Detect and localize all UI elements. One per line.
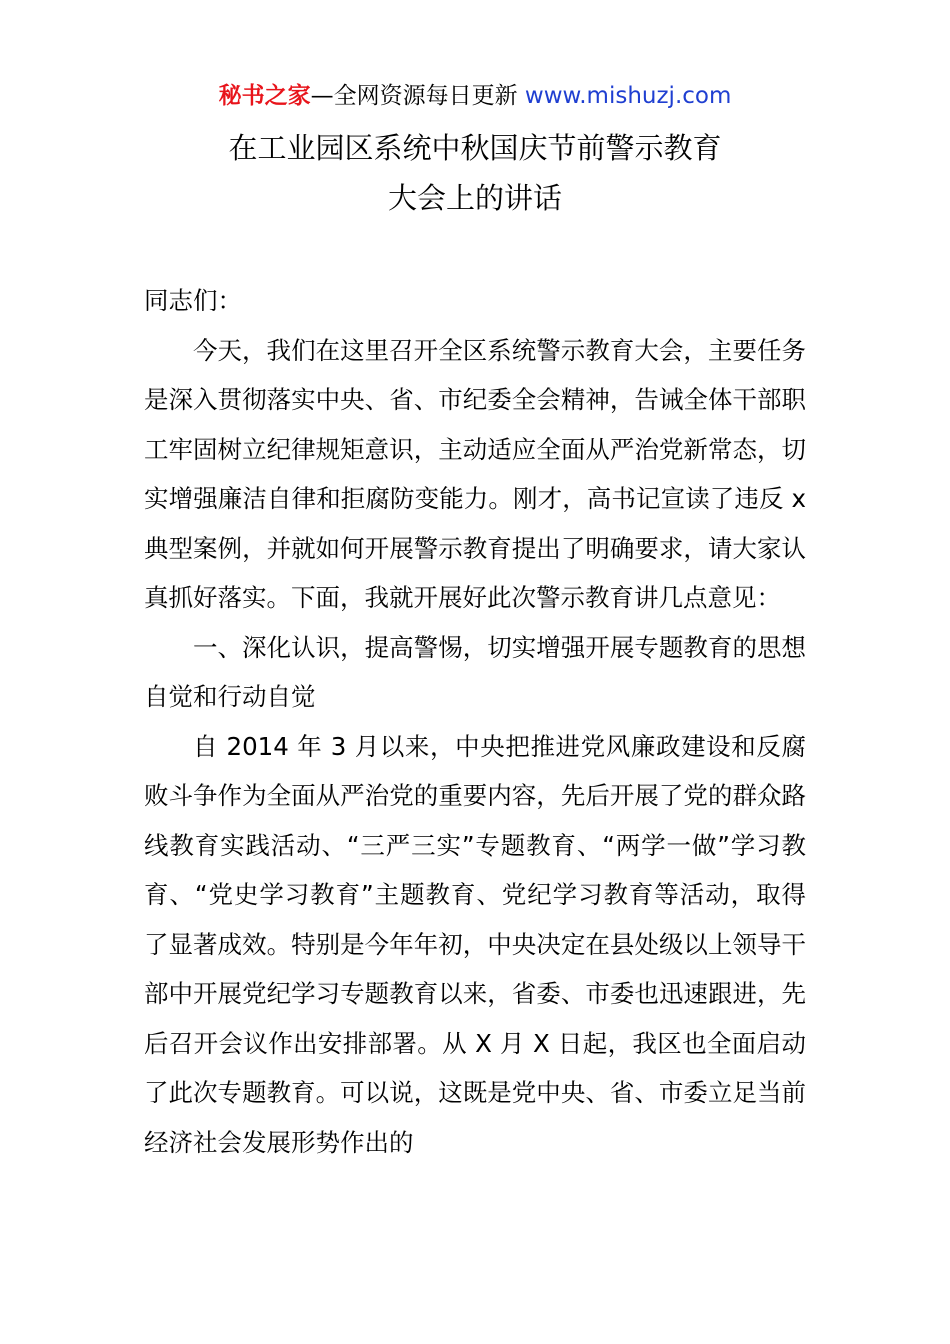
site-brand: 秘书之家 [218,83,311,109]
document-title-line-1: 在工业园区系统中秋国庆节前警示教育 [228,131,722,165]
speech-body [144,276,806,1167]
site-tagline: —全网资源每日更新 [310,83,525,109]
paragraph-intro: 今天，我们在这里召开全区系统警示教育大会，主要任务是深入贯彻落实中央、省、市纪委全会精神，告诫全体干部职工牢固树立纪律规矩意识，主动适应全面从严治党新常态，切实增强廉洁自律和拒腐防变能力。刚才，高书记宣读了违反 x 典型案例，并就如何开展警示教育提出了明确要求，请大家认真抓好落实。下面，我就开展好此次警示教育讲几点意见： [144,335,806,612]
section-heading-1: 一、深化认识，提高警惕，切实增强开展专题教育的思想自觉和行动自觉 [144,632,806,711]
site-header [0,80,950,112]
salutation: 同志们： [144,286,242,315]
paragraph-section-1: 自 2014 年 3 月以来，中央把推进党风廉政建设和反腐败斗争作为全面从严治党的重要内容，先后开展了党的群众路线教育实践活动、“三严三实”专题教育、“两学一做”学习教育、“党史学习教育”主题教育、党纪学习教育等活动，取得了显著成效。特别是今年年初，中央决定在县处级以上领导干部中开展党纪学习专题教育以来，省委、市委也迅速跟进，先后召开会议作出安排部署。从 X 月 X 日起，我区也全面启动了此次专题教育。可以说，这既是党中央、省、市委立足当前经济社会发展形势作出的 [144,731,806,1157]
document-title-line-2: 大会上的讲话 [387,181,562,215]
site-url-link[interactable]: www.mishuzj.com [524,83,732,109]
